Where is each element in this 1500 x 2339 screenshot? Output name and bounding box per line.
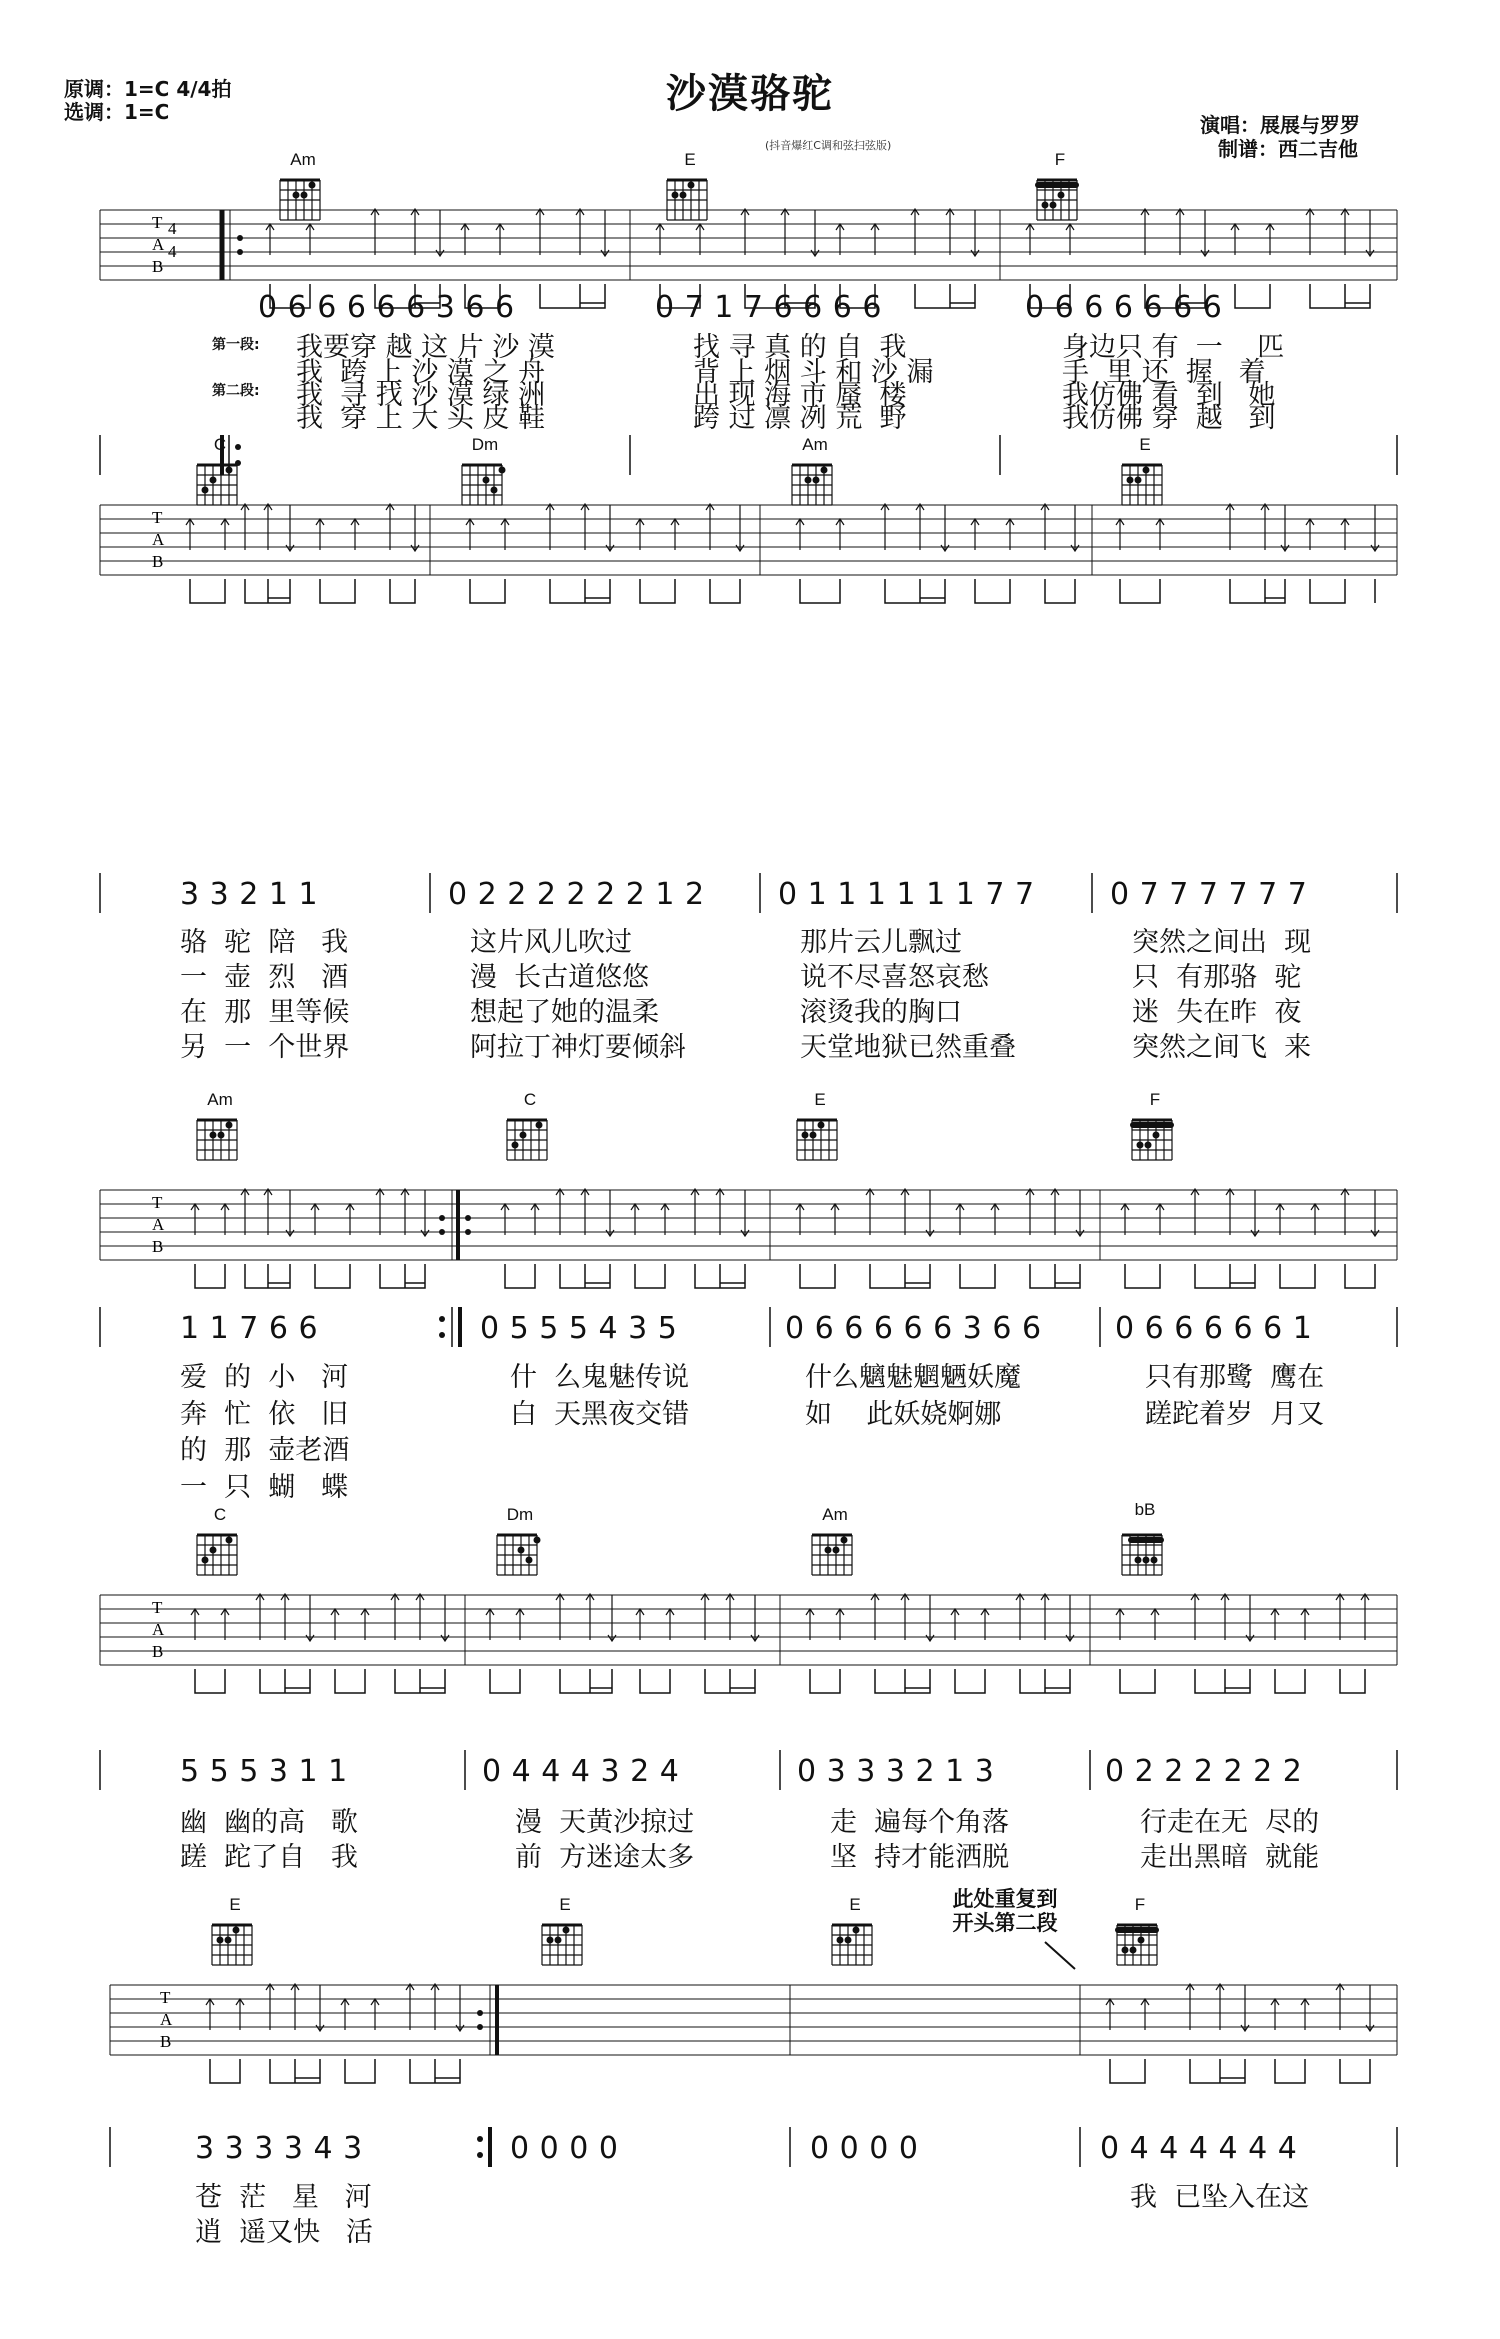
chord-grid-icon [785,1110,855,1170]
lyric-line: 突然之间飞 来 [1132,1032,1312,1063]
lyric-line: 蹉跎着岁 月又 [1145,1399,1325,1430]
jianpu-measure: 0 6 6 6 6 6 3 6 6 [258,290,515,325]
svg-text:A: A [152,530,165,549]
lyric-line: 我仿佛 看 到 她 [1062,380,1276,411]
row-5: E E E F 此处重复到 开头第二段 T A B [0,1895,1500,2235]
jianpu-measure: 0 1 1 1 1 1 1 7 7 [778,877,1035,912]
tab-staff [0,495,1500,615]
lyric-line: 跨 过 凛 冽 荒 野 [693,403,907,434]
lyric-line: 爱 的 小 河 [180,1362,349,1393]
lyric-line: 苍 茫 星 河 [195,2182,372,2213]
svg-text:B: B [152,552,164,571]
svg-text:B: B [152,1237,164,1256]
lyric-line: 幽 幽的高 歌 [180,1807,358,1838]
jianpu-measure: 1 1 7 6 6 [180,1311,319,1346]
lyric-line: 阿拉丁神灯要倾斜 [470,1032,686,1063]
jianpu-measure: 0 4 4 4 3 2 4 [482,1754,680,1789]
svg-text:A: A [152,1215,165,1234]
lyric-line: 我 跨 上 沙 漠 之 舟 [296,357,546,388]
page-title: 沙漠骆驼 [666,71,834,117]
lyric-line: 只 有那骆 驼 [1132,962,1302,993]
page-subtitle: (抖音爆红C调和弦扫弦版) [765,139,892,152]
lyric-line: 出 现 海 市 蜃 楼 [693,380,907,411]
lyric-line: 我要穿 越 这 片 沙 漠 [296,332,555,363]
row-3: Am C E F T A B [0,1090,1500,1410]
chord-grid-icon [495,1110,565,1170]
lyric-line: 走出黑暗 就能 [1140,1842,1320,1873]
lyric-line: 坚 持才能洒脱 [830,1842,1010,1873]
jianpu-measure: 0 7 7 7 7 7 7 [1110,877,1308,912]
lyric-line: 那片云儿飘过 [800,927,962,958]
lyric-line: 漫 天黄沙掠过 [515,1807,695,1838]
chord-grid-icon [530,1915,600,1975]
jianpu-measure: 3 3 3 3 4 3 [195,2131,363,2166]
lyric-line: 手 里 还 握 着 [1062,357,1266,388]
lyric-line: 我仿佛 穿 越 到 [1062,403,1276,434]
svg-text:4: 4 [168,242,177,261]
svg-text:T: T [160,1988,171,2007]
singer: 演唱：展展与罗罗 [1200,113,1360,137]
arranger: 制谱：西二吉他 [1218,137,1358,161]
svg-text:B: B [160,2032,172,2051]
lyric-line: 一 只 蝴 蝶 [180,1472,349,1503]
jianpu-measure: 0 6 6 6 6 6 3 6 6 [785,1311,1042,1346]
svg-text:A: A [160,2010,173,2029]
lyric-line: 天堂地狱已然重叠 [800,1032,1016,1063]
lyric-line: 找 寻 真 的 自 我 [693,332,907,363]
jianpu-measure: 0 6 6 6 6 6 1 [1115,1311,1313,1346]
lyric-line: 漫 长古道悠悠 [470,962,650,993]
jianpu-measure: 0 2 2 2 2 2 2 1 2 [448,877,705,912]
lyric-line: 这片风儿吹过 [470,927,632,958]
selected-key: 选调：1=C [64,100,170,124]
repeat-instruction: 此处重复到 开头第二段 [952,1887,1058,1935]
jianpu-measure: 0 3 3 3 2 1 3 [797,1754,995,1789]
lyric-line: 奔 忙 依 旧 [180,1399,349,1430]
verse-tag: 第一段: [212,337,260,353]
chord-grid-icon [485,1525,555,1585]
svg-text:B: B [152,257,164,276]
svg-text:T: T [152,213,163,232]
lyric-line: 说不尽喜怒哀愁 [800,962,989,993]
original-key: 原调：1=C 4/4拍 [64,77,232,101]
lyric-line: 的 那 壶老酒 [180,1435,350,1466]
svg-text:4: 4 [168,219,177,238]
row-1: Am E F T A B 4 4 [0,150,1500,420]
lyric-line: 身边只 有 一 匹 [1062,332,1285,363]
lyric-line: 另 一 个世界 [180,1032,350,1063]
jianpu-measure: 5 5 5 3 1 1 [180,1754,348,1789]
jianpu-measure: 0 0 0 0 [810,2131,919,2166]
strum-arrows [266,209,1374,256]
lyric-line: 什 么鬼魅传说 [510,1362,690,1393]
chord-grid-icon [800,1525,870,1585]
lyric-line: 一 壶 烈 酒 [180,962,349,993]
svg-text:B: B [152,1642,164,1661]
jianpu-measure: 0 6 6 6 6 6 6 [1025,290,1223,325]
jianpu-measure: 0 7 1 7 6 6 6 6 [655,290,882,325]
lyric-line: 前 方迷途太多 [515,1842,695,1873]
chord-grid-icon [185,1110,255,1170]
chord-grid-icon [200,1915,270,1975]
verse-tag: 第二段: [212,383,260,399]
chord-grid-icon [185,1525,255,1585]
svg-text:T: T [152,1193,163,1212]
callout-pointer [1040,1937,1100,1977]
tab-staff [0,1975,1500,2095]
jianpu-measure: 0 0 0 0 [510,2131,619,2166]
tab-staff [0,1180,1500,1300]
lyric-line: 在 那 里等候 [180,997,350,1028]
lyric-line: 滚烫我的胸口 [800,997,962,1028]
lyric-line: 迷 失在昨 夜 [1132,997,1302,1028]
chord-grid-icon [1105,1915,1175,1975]
chord-grid-icon [1110,1525,1180,1585]
lyric-line: 什么魑魅魍魉妖魔 [805,1362,1021,1393]
lyric-line: 行走在无 尽的 [1140,1807,1320,1838]
chord-grid-icon [1120,1110,1190,1170]
lyric-line: 如 此妖娆婀娜 [805,1399,1002,1430]
lyric-line: 白 天黑夜交错 [510,1399,690,1430]
jianpu-measure: 3 3 2 1 1 [180,877,319,912]
lyric-line: 逍 遥又快 活 [195,2217,373,2248]
svg-text:A: A [152,235,165,254]
tab-staff [0,1585,1500,1705]
lyric-line: 只有那鹭 鹰在 [1145,1362,1325,1393]
lyric-line: 我 寻 找 沙 漠 绿 洲 [296,380,546,411]
lyric-line: 突然之间出 现 [1132,927,1312,958]
lyric-line: 想起了她的温柔 [470,997,659,1028]
jianpu-measure: 0 2 2 2 2 2 2 [1105,1754,1303,1789]
lyric-line: 背 上 烟 斗 和 沙 漏 [693,357,934,388]
lyric-line: 我 穿 上 大 头 皮 鞋 [296,403,546,434]
jianpu-measure: 0 4 4 4 4 4 4 [1100,2131,1298,2166]
row-2: C Dm Am E T A B [0,435,1500,725]
jianpu-measure: 0 5 5 5 4 3 5 [480,1311,678,1346]
svg-text:A: A [152,1620,165,1639]
lyric-line: 我 已坠入在这 [1130,2182,1310,2213]
chord-grid-icon [820,1915,890,1975]
lyric-line: 蹉 跎了自 我 [180,1842,358,1873]
lyric-line: 走 遍每个角落 [830,1807,1010,1838]
lyric-line: 骆 驼 陪 我 [180,927,349,958]
svg-text:T: T [152,508,163,527]
svg-text:T: T [152,1598,163,1617]
row-4: C Dm Am bB T A B [0,1505,1500,1805]
